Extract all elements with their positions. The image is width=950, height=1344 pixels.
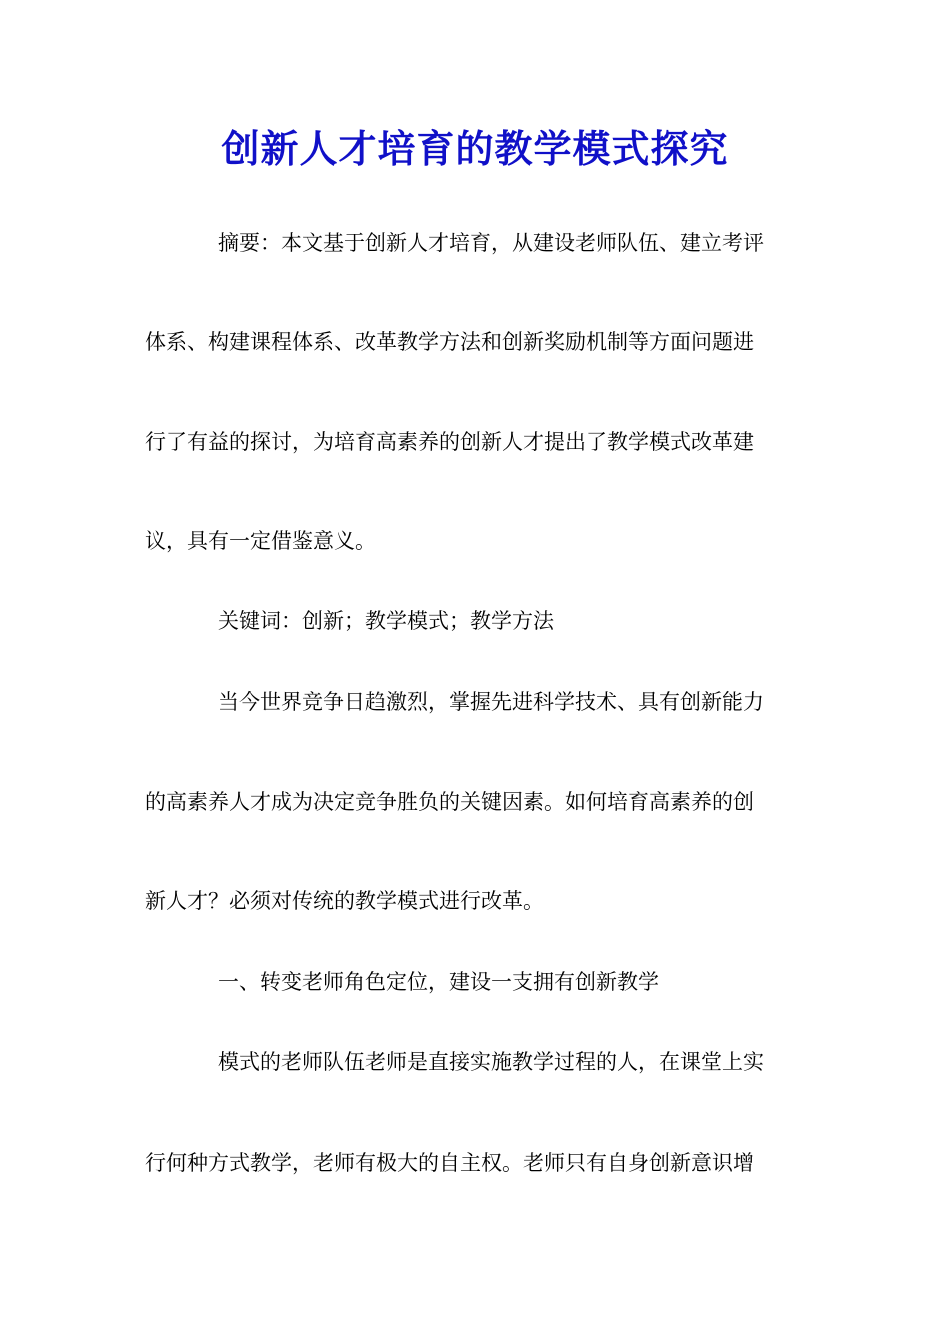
abstract-line-3: 行了有益的探讨，为培育高素养的创新人才提出了教学模式改革建 [145,430,754,454]
body-paragraph-2-line-1: 模式的老师队伍老师是直接实施教学过程的人，在课堂上实 [218,1050,764,1074]
body-paragraph-1-line-1: 当今世界竞争日趋激烈，掌握先进科学技术、具有创新能力 [218,690,764,714]
body-paragraph-1-line-3: 新人才？必须对传统的教学模式进行改革。 [145,889,544,913]
body-paragraph-1-line-2: 的高素养人才成为决定竞争胜负的关键因素。如何培育高素养的创 [145,790,754,814]
document-title: 创新人才培育的教学模式探究 [221,126,729,171]
keywords-line: 关键词：创新；教学模式；教学方法 [218,609,554,633]
abstract-line-2: 体系、构建课程体系、改革教学方法和创新奖励机制等方面问题进 [145,330,754,354]
abstract-line-1: 摘要：本文基于创新人才培育，从建设老师队伍、建立考评 [218,231,764,255]
abstract-line-4: 议，具有一定借鉴意义。 [145,529,376,553]
body-paragraph-2-line-2: 行何种方式教学，老师有极大的自主权。老师只有自身创新意识增 [145,1151,754,1175]
section-heading-1: 一、转变老师角色定位，建设一支拥有创新教学 [218,970,659,994]
